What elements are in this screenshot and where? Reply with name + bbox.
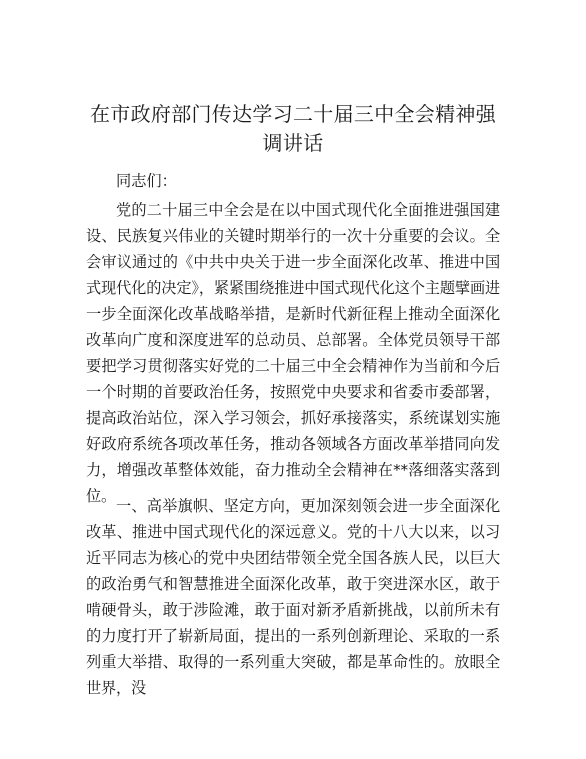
paragraph-2: 一、高举旗帜、坚定方向，更加深刻领会进一步全面深化改革、推进中国式现代化的深远意义。党的十八大以来，以习近平同志为核心的党中央团结带领全党全国各族人民，以巨大的政治勇气和智慧推进全面深化改革，敢于突进深水区，敢于啃硬骨头，敢于涉险滩，敢于面对新矛盾新挑战，以前所未有的力度打开了崭新局面，提出的一系列创新理论、采取的一系列重大举措、取得的一系列重大突破，都是革命性的。放眼全世界，没 <box>86 497 500 697</box>
salutation: 同志们： <box>116 172 177 190</box>
paragraph-1: 党的二十届三中全会是在以中国式现代化全面推进强国建设、民族复兴伟业的关键时期举行的一次十分重要的会议。全会审议通过的《中共中央关于进一步全面深化改革、推进中国式现代化的决定》，紧紧围绕推进中国式现代化这个主题擘画进一步全面深化改革战略举措，是新时代新征程上推动全面深化改革向广度和深度进军的总动员、总部署。全体党员领导干部要把学习贯彻落实好党的二十届三中全会精神作为当前和今后一个时期的首要政治任务，按照党中央要求和省委市委部署，提高政治站位，深入学习领会，抓好承接落实，系统谋划实施好政府系统各项改革任务，推动各领域各方面改革举措同向发力，增强改革整体效能，奋力推动全会精神在**落细落实落到位。 <box>86 201 500 505</box>
document-title: 在市政府部门传达学习二十届三中全会精神强调讲话 <box>90 102 496 155</box>
